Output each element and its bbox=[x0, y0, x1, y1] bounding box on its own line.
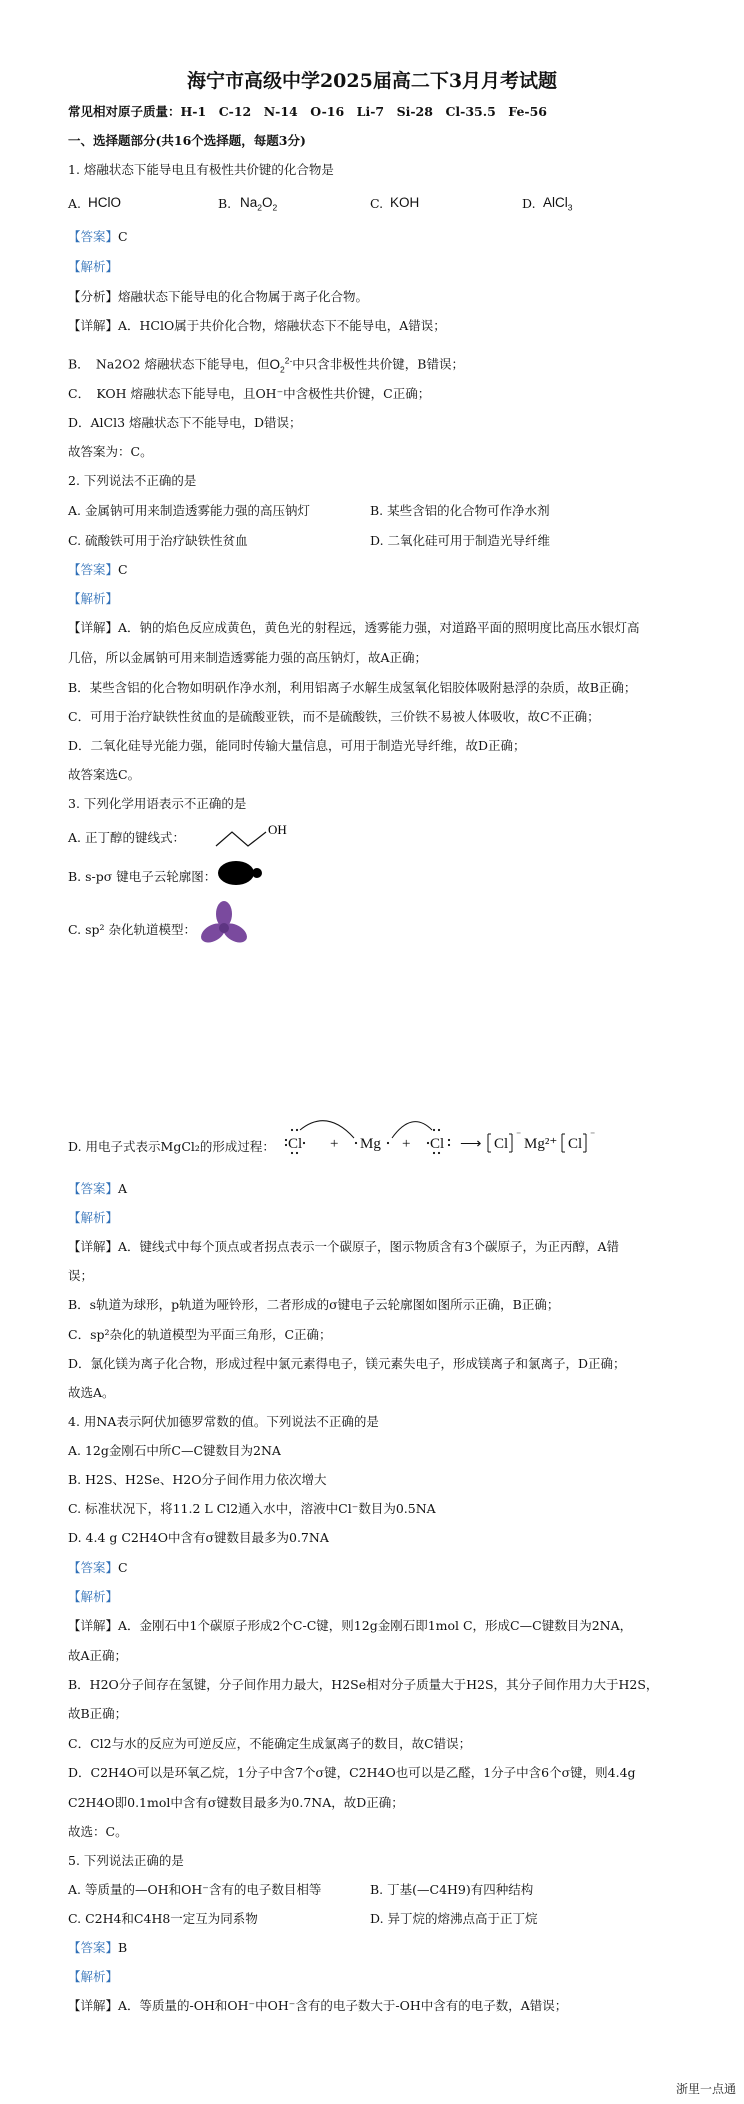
chloride-ion-1: Cl bbox=[494, 1136, 509, 1152]
q2-stem: 2. 下列说法不正确的是 bbox=[68, 473, 197, 488]
reaction-arrow: ⟶ bbox=[460, 1136, 482, 1152]
q3-line-1: 【详解】A．键线式中每个顶点或者拐点表示一个碳原子，图示物质含有3个碳原子，为正丙醇，A错 bbox=[68, 1239, 620, 1254]
q3-line-3: B．s轨道为球形，p轨道为哑铃形，二者形成的σ键电子云轮廓图如图所示正确，B正确； bbox=[68, 1297, 560, 1312]
q1-option-b-label: B. bbox=[218, 196, 232, 211]
q1-line-3: B． Na2O2 熔融状态下能导电，但$O_2^{2-}$中只含非极性共价键，B错误； bbox=[68, 355, 464, 375]
cl-atom-1: Cl bbox=[288, 1136, 303, 1152]
ion-charge-2: ⁻ bbox=[590, 1130, 596, 1141]
q1-option-c: KOH bbox=[390, 195, 420, 210]
q2-option-c: C. 硫酸铁可用于治疗缺铁性贫血 bbox=[68, 533, 248, 548]
q1-option-b: $Na_2O_2$ bbox=[240, 195, 278, 213]
q1-option-a-label: A. bbox=[68, 196, 82, 211]
q5-option-d: D. 异丁烷的熔沸点高于正丁烷 bbox=[370, 1911, 538, 1926]
q1-answer: 【答案】C bbox=[68, 229, 128, 244]
q1-line-5: D．AlCl3 熔融状态下不能导电，D错误； bbox=[68, 415, 302, 430]
q3-analysis-tag: 【解析】 bbox=[68, 1210, 119, 1225]
q3-option-a: A. 正丁醇的键线式： bbox=[68, 830, 185, 845]
q4-line-2: 故A正确； bbox=[68, 1648, 128, 1663]
cl-atom-2: Cl bbox=[430, 1136, 445, 1152]
q3-line-5: D．氯化镁为离子化合物，形成过程中氯元素得电子，镁元素失电子，形成镁离子和氯离子，D正确； bbox=[68, 1356, 626, 1371]
sp-sigma-orbital-image bbox=[216, 858, 266, 888]
q4-option-d: D. 4.4 g C2H4O中含有σ键数目最多为0.7NA bbox=[68, 1530, 329, 1545]
q1-stem: 1. 熔融状态下能导电且有极性共价键的化合物是 bbox=[68, 162, 334, 177]
atomic-masses: 常见相对原子质量：H-1 C-12 N-14 O-16 Li-7 Si-28 Cl-35.5 Fe-56 bbox=[68, 104, 548, 119]
q1-option-a: HClO bbox=[88, 195, 121, 210]
section-heading: 一、选择题部分(共16个选择题，每题3分) bbox=[68, 133, 306, 148]
q2-line-3: B．某些含铝的化合物如明矾作净水剂，利用铝离子水解生成氢氧化铝胶体吸附悬浮的杂质，故B正确； bbox=[68, 680, 637, 695]
q4-answer: 【答案】C bbox=[68, 1560, 128, 1575]
q4-line-8: 故选：C。 bbox=[68, 1824, 128, 1839]
q1-option-d-label: D. bbox=[522, 196, 536, 211]
q2-line-4: C．可用于治疗缺铁性贫血的是硫酸亚铁，而不是硫酸铁，三价铁不易被人体吸收，故C不正确； bbox=[68, 709, 600, 724]
q3-line-2: 误； bbox=[68, 1268, 94, 1283]
q3-line-4: C．sp²杂化的轨道模型为平面三角形，C正确； bbox=[68, 1327, 332, 1342]
watermark: 浙里一点通 bbox=[675, 2082, 736, 2096]
q2-option-a: A. 金属钠可用来制造透雾能力强的高压钠灯 bbox=[68, 503, 310, 518]
q4-option-b: B. H2S、H2Se、H2O分子间作用力依次增大 bbox=[68, 1472, 327, 1487]
q5-option-a: A. 等质量的—OH和OH⁻含有的电子数目相等 bbox=[68, 1882, 322, 1897]
plus-sign-1: + bbox=[330, 1136, 339, 1152]
q3-stem: 3. 下列化学用语表示不正确的是 bbox=[68, 796, 247, 811]
oh-label: OH bbox=[268, 822, 287, 837]
q4-stem: 4. 用NA表示阿伏加德罗常数的值。下列说法不正确的是 bbox=[68, 1414, 379, 1429]
q4-line-6: D．C2H4O可以是环氧乙烷，1分子中含7个σ键，C2H4O也可以是乙醛，1分子中含6个σ键，则4.4g bbox=[68, 1765, 636, 1780]
q2-analysis-tag: 【解析】 bbox=[68, 591, 119, 606]
q1-line-2: 【详解】A．HClO属于共价化合物，熔融状态下不能导电，A错误； bbox=[68, 318, 446, 333]
q2-line-2: 几倍，所以金属钠可用来制造透雾能力强的高压钠灯，故A正确； bbox=[68, 650, 428, 665]
q4-line-5: C．Cl2与水的反应为可逆反应，不能确定生成氯离子的数目，故C错误； bbox=[68, 1736, 472, 1751]
q2-line-1: 【详解】A．钠的焰色反应成黄色，黄色光的射程远，透雾能力强，对道路平面的照明度比高压水银灯高 bbox=[68, 620, 640, 635]
mgcl2-formation-diagram bbox=[282, 1112, 622, 1162]
plus-sign-2: + bbox=[402, 1136, 411, 1152]
page-title: 海宁市高级中学2025届高二下3月月考试题 bbox=[186, 70, 558, 92]
q1-option-d: AlCl$_3$ bbox=[543, 195, 573, 213]
q3-answer: 【答案】A bbox=[68, 1181, 128, 1196]
q4-analysis-tag: 【解析】 bbox=[68, 1589, 119, 1604]
q3-option-b: B. s-pσ 键电子云轮廓图： bbox=[68, 869, 217, 884]
q5-option-c: C. C2H4和C4H8一定互为同系物 bbox=[68, 1911, 258, 1926]
q2-answer: 【答案】C bbox=[68, 562, 128, 577]
q1-line-4: C． KOH 熔融状态下能导电，且OH⁻中含极性共价键，C正确； bbox=[68, 386, 431, 401]
chloride-ion-2: Cl bbox=[568, 1136, 583, 1152]
sp2-orbital-image bbox=[198, 900, 250, 952]
q1-option-c-label: C. bbox=[370, 196, 384, 211]
q3-option-d: D. 用电子式表示MgCl₂的形成过程： bbox=[68, 1139, 275, 1154]
ion-charge-1: ⁻ bbox=[516, 1130, 522, 1141]
q5-answer: 【答案】B bbox=[68, 1940, 128, 1955]
q3-line-6: 故选A。 bbox=[68, 1385, 115, 1400]
q2-option-b: B. 某些含铝的化合物可作净水剂 bbox=[370, 503, 550, 518]
butanol-skeletal-formula bbox=[214, 820, 294, 850]
q4-line-7: C2H4O即0.1mol中含有σ键数目最多为0.7NA，故D正确； bbox=[68, 1795, 404, 1810]
mg-atom: Mg bbox=[360, 1136, 381, 1152]
q2-line-5: D．二氧化硅导光能力强，能同时传输大量信息，可用于制造光导纤维，故D正确； bbox=[68, 738, 526, 753]
q4-line-3: B．H2O分子间存在氢键，分子间作用力最大，H2Se相对分子质量大于H2S，其分子间作用力大于H2S， bbox=[68, 1677, 659, 1692]
q5-option-b: B. 丁基(—C4H9)有四种结构 bbox=[370, 1882, 534, 1897]
q5-line-1: 【详解】A．等质量的-OH和OH⁻中OH⁻含有的电子数大于-OH中含有的电子数，A错误； bbox=[68, 1998, 568, 2013]
q4-line-1: 【详解】A．金刚石中1个碳原子形成2个C-C键，则12g金刚石即1mol C，形成C—C键数目为2NA， bbox=[68, 1618, 633, 1633]
q1-analysis-tag: 【解析】 bbox=[68, 259, 119, 274]
q1-line-6: 故答案为：C。 bbox=[68, 444, 153, 459]
q4-option-a: A. 12g金刚石中所C—C键数目为2NA bbox=[68, 1443, 281, 1458]
magnesium-ion: Mg²⁺ bbox=[524, 1136, 558, 1152]
q3-option-c: C. sp² 杂化轨道模型： bbox=[68, 922, 196, 937]
q2-option-d: D. 二氧化硅可用于制造光导纤维 bbox=[370, 533, 551, 548]
q2-line-6: 故答案选C。 bbox=[68, 767, 141, 782]
q5-analysis-tag: 【解析】 bbox=[68, 1969, 119, 1984]
q4-option-c: C. 标准状况下，将11.2 L Cl2通入水中，溶液中Cl⁻数目为0.5NA bbox=[68, 1501, 436, 1516]
q5-stem: 5. 下列说法正确的是 bbox=[68, 1853, 184, 1868]
q1-line-1: 【分析】熔融状态下能导电的化合物属于离子化合物。 bbox=[68, 289, 369, 304]
q4-line-4: 故B正确； bbox=[68, 1706, 128, 1721]
